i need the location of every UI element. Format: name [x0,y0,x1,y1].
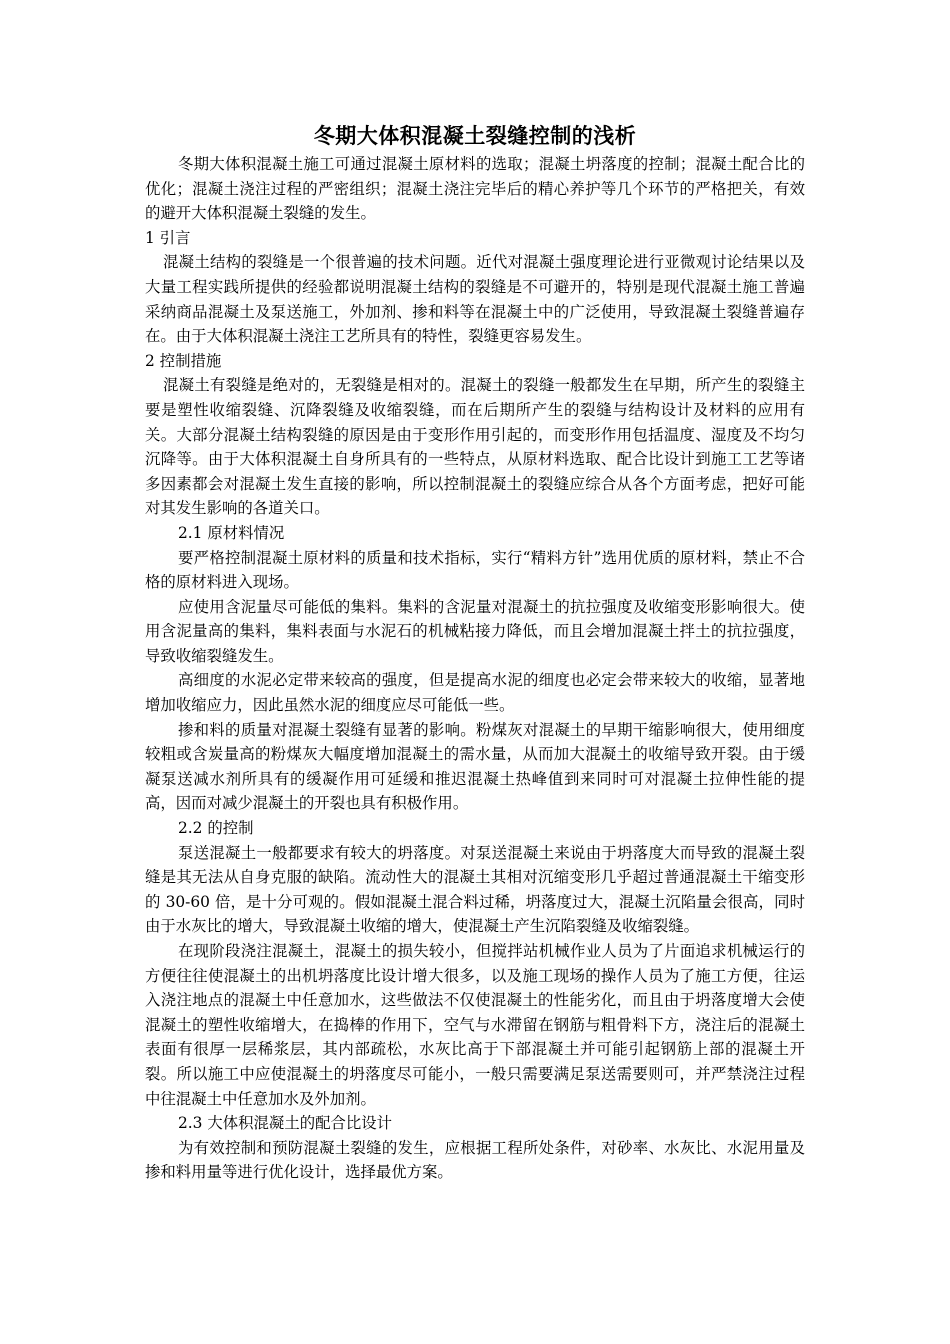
document-title: 冬期大体积混凝土裂缝控制的浅析 [313,124,637,148]
body-paragraph: 应使用含泥量尽可能低的集料。集料的含泥量对混凝土的抗拉强度及收缩变形影响很大。使用含泥量高的集料，集料表面与水泥石的机械粘接力降低，而且会增加混凝土拌土的抗拉强度，导致收缩裂缝发生。 [145,597,805,665]
document-page [145,120,805,1185]
body-paragraph: 掺和料的质量对混凝土裂缝有显著的影响。粉煤灰对混凝土的早期干缩影响很大，使用细度较粗或含炭量高的粉煤灰大幅度增加混凝土的需水量，从而加大混凝土的收缩导致开裂。由于缓凝泵送减水剂所具有的缓凝作用可延缓和推迟混凝土热峰值到来同时可对混凝土拉伸性能的提高，因而对减少混凝土的开裂也具有积极作用。 [145,720,805,813]
body-paragraph: 泵送混凝土一般都要求有较大的坍落度。对泵送混凝土来说由于坍落度大而导致的混凝土裂缝是其无法从自身克服的缺陷。流动性大的混凝土其相对沉缩变形几乎超过普通混凝土干缩变形的 30-60 倍，是十分可观的。假如混凝土混合料过稀，坍落度过大，混凝土沉陷量会很高，同时由于水灰比的增大，导致混凝土收缩的增大，使混凝土产生沉陷裂缝及收缩裂缝。 [145,843,805,936]
subsection-heading-slump-control: 2.2 的控制 [178,819,254,838]
subsection-heading-mix-design: 2.3 大体积混凝土的配合比设计 [178,1114,393,1133]
body-paragraph: 混凝土有裂缝是绝对的，无裂缝是相对的。混凝土的裂缝一般都发生在早期，所产生的裂缝主要是塑性收缩裂缝、沉降裂缝及收缩裂缝，而在后期所产生的裂缝与结构设计及材料的应用有关。大部分混凝土结构裂缝的原因是由于变形作用引起的，而变形作用包括温度、湿度及不均匀沉降等。由于大体积混凝土自身所具有的一些特点，从原材料选取、配合比设计到施工工艺等诸多因素都会对混凝土发生直接的影响，所以控制混凝土的裂缝应综合从各个方面考虑，把好可能对其发生影响的各道关口。 [145,376,805,518]
body-paragraph: 为有效控制和预防混凝土裂缝的发生，应根据工程所处条件，对砂率、水灰比、水泥用量及掺和料用量等进行优化设计，选择最优方案。 [145,1138,805,1182]
body-paragraph: 混凝土结构的裂缝是一个很普遍的技术问题。近代对混凝土强度理论进行亚微观讨论结果以及大量工程实践所提供的经验都说明混凝土结构的裂缝是不可避开的，特别是现代混凝土施工普遍采纳商品混凝土及泵送施工，外加剂、掺和料等在混凝土中的广泛使用，导致混凝土裂缝普遍存在。由于大体积混凝土浇注工艺所具有的特性，裂缝更容易发生。 [145,253,805,346]
body-paragraph: 高细度的水泥必定带来较高的强度，但是提高水泥的细度也必定会带来较大的收缩，显著地增加收缩应力，因此虽然水泥的细度应尽可能低一些。 [145,671,805,715]
abstract-paragraph: 冬期大体积混凝土施工可通过混凝土原材料的选取；混凝土坍落度的控制；混凝土配合比的优化；混凝土浇注过程的严密组织；混凝土浇注完毕后的精心养护等几个环节的严格把关，有效的避开大体积混凝土裂缝的发生。 [145,155,805,223]
body-paragraph: 在现阶段浇注混凝土，混凝土的损失较小，但搅拌站机械作业人员为了片面追求机械运行的方便往往使混凝土的出机坍落度比设计增大很多，以及施工现场的操作人员为了施工方便，往运入浇注地点的混凝土中任意加水，这些做法不仅使混凝土的性能劣化，而且由于坍落度增大会使混凝土的塑性收缩增大，在捣棒的作用下，空气与水滞留在钢筋与粗骨料下方，浇注后的混凝土表面有很厚一层稀浆层，其内部疏松，水灰比高于下部混凝土并可能引起钢筋上部的混凝土开裂。所以施工中应使混凝土的坍落度尽可能小，一般只需要满足泵送需要则可，并严禁浇注过程中往混凝土中任意加水及外加剂。 [145,942,805,1108]
section-heading-control-measures: 2 控制措施 [145,351,222,370]
body-paragraph: 要严格控制混凝土原材料的质量和技术指标，实行“精料方针”选用优质的原材料，禁止不合格的原材料进入现场。 [145,548,805,592]
subsection-heading-raw-materials: 2.1 原材料情况 [178,523,285,542]
section-heading-introduction: 1 引言 [145,228,191,247]
